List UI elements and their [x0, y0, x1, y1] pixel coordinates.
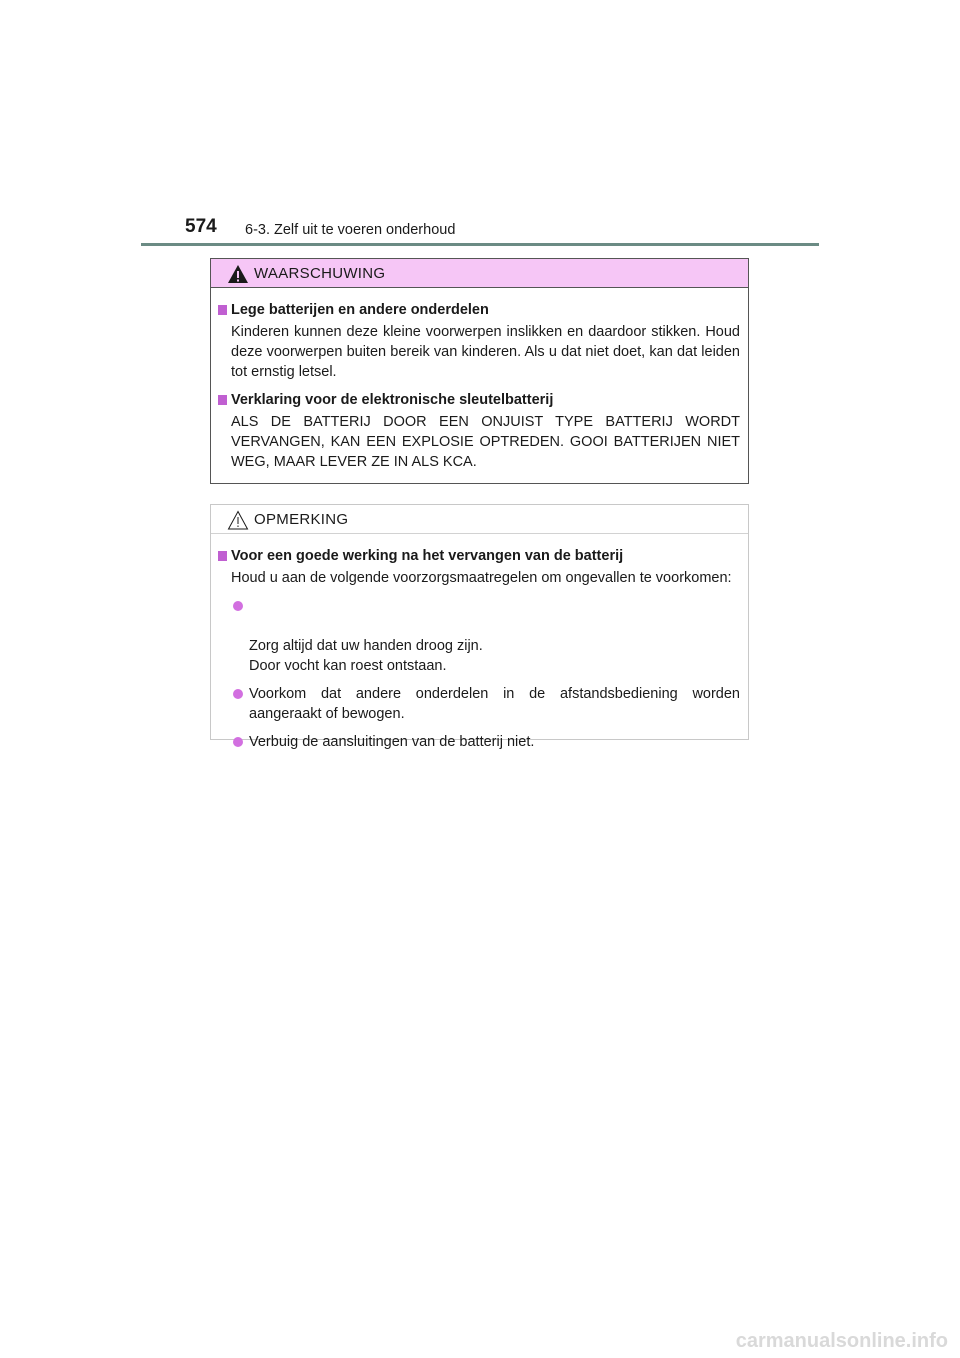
list-item — [218, 684, 740, 724]
square-bullet-icon — [218, 551, 227, 561]
header-rule — [141, 243, 819, 246]
round-bullet-icon — [233, 689, 243, 699]
warning-subheading — [218, 300, 740, 320]
warning-paragraph: Kinderen kunnen deze kleine voorwerpen inslikken en daardoor stikken. Houd deze voorwerpen buiten bereik van kinderen. Als u dat niet doet, kan dat leiden tot ernstig letsel. — [231, 324, 740, 380]
footer-watermark: carmanualsonline.info — [735, 1330, 948, 1352]
section-title: 6-3. Zelf uit te voeren onderhoud — [245, 222, 456, 238]
square-bullet-icon — [218, 305, 227, 315]
page-number: 574 — [185, 216, 217, 237]
list-item-text: Verbuig de aansluitingen van de batterij niet. — [249, 734, 535, 750]
warning-subheading-text: Verklaring voor de elektronische sleutelbatterij — [231, 392, 554, 408]
warning-subheading-text: Lege batterijen en andere onderdelen — [231, 302, 489, 318]
warning-triangle-icon — [227, 264, 249, 284]
list-item — [218, 732, 740, 752]
note-box — [210, 504, 749, 750]
warning-header — [211, 259, 748, 288]
round-bullet-icon — [233, 601, 243, 611]
note-intro: Houd u aan de volgende voorzorgsmaatregelen om ongevallen te voorkomen: — [231, 570, 732, 586]
caution-triangle-outline-icon — [227, 510, 249, 530]
warning-subheading — [218, 390, 740, 410]
warning-paragraph: ALS DE BATTERIJ DOOR EEN ONJUIST TYPE BATTERIJ WORDT VERVANGEN, KAN EEN EXPLOSIE OPTREDEN. GOOI BATTERIJEN NIET WEG, MAAR LEVER ZE IN ALS KCA. — [231, 414, 740, 470]
list-item-text: Zorg altijd dat uw handen droog zijn. Door vocht kan roest ontstaan. — [249, 638, 483, 674]
note-body — [211, 534, 748, 752]
note-subheading — [218, 546, 740, 566]
list-item-text: Voorkom dat andere onderdelen in de afstandsbediening worden aangeraakt of bewogen. — [249, 686, 740, 722]
warning-title: WAARSCHUWING — [254, 265, 386, 282]
warning-box — [210, 258, 749, 484]
round-bullet-icon — [233, 737, 243, 747]
note-subheading-text: Voor een goede werking na het vervangen van de batterij — [231, 548, 624, 564]
list-item — [218, 596, 740, 676]
warning-body — [211, 288, 748, 472]
note-title: OPMERKING — [254, 511, 349, 528]
page-header — [185, 216, 745, 240]
square-bullet-icon — [218, 395, 227, 405]
note-header — [211, 505, 748, 534]
